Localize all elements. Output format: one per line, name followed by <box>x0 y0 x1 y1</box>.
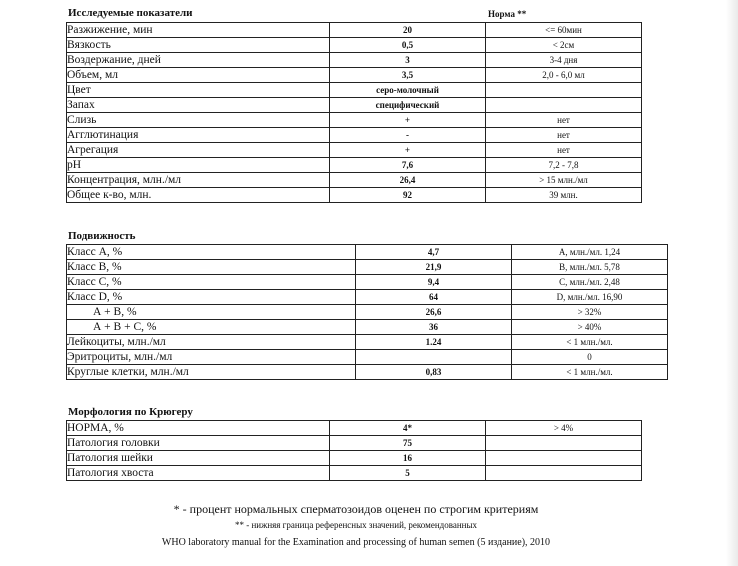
row-label: Агрегация <box>67 143 330 158</box>
row-label: А + В, % <box>67 305 356 320</box>
row-value: 64 <box>356 290 512 305</box>
row-value: 16 <box>330 451 486 466</box>
row-label: А + В + С, % <box>67 320 356 335</box>
row-value: 26,6 <box>356 305 512 320</box>
table-row <box>67 365 668 380</box>
table-row <box>67 421 642 436</box>
row-norm: 7,2 - 7,8 <box>486 158 642 173</box>
row-norm: < 2см <box>486 38 642 53</box>
row-value: 9,4 <box>356 275 512 290</box>
row-norm <box>486 436 642 451</box>
page-edge-shadow <box>726 0 738 566</box>
row-label: Класс D, % <box>67 290 356 305</box>
table-row <box>67 275 668 290</box>
row-label: pH <box>67 158 330 173</box>
row-label: Концентрация, млн./мл <box>67 173 330 188</box>
row-value: 7,6 <box>330 158 486 173</box>
row-value: серо-молочный <box>330 83 486 98</box>
row-norm: нет <box>486 113 642 128</box>
row-value <box>356 350 512 365</box>
row-norm: < 1 млн./мл. <box>512 335 668 350</box>
row-label: Общее к-во, млн. <box>67 188 330 203</box>
row-norm: > 4% <box>486 421 642 436</box>
row-norm: 39 млн. <box>486 188 642 203</box>
row-label: Запах <box>67 98 330 113</box>
row-value: 36 <box>356 320 512 335</box>
row-norm: > 40% <box>512 320 668 335</box>
row-label: Эритроциты, млн./мл <box>67 350 356 365</box>
row-value: 4,7 <box>356 245 512 260</box>
row-norm: 0 <box>512 350 668 365</box>
row-norm <box>486 98 642 113</box>
row-label: Слизь <box>67 113 330 128</box>
table-row <box>67 143 642 158</box>
footnote-reference-limit: ** - нижняя граница референсных значений, рекомендованных <box>234 520 478 530</box>
row-value: - <box>330 128 486 143</box>
table-row <box>67 188 642 203</box>
table-row <box>67 38 642 53</box>
table-row <box>67 173 642 188</box>
table-row <box>67 113 642 128</box>
row-value: специфический <box>330 98 486 113</box>
row-label: Лейкоциты, млн./мл <box>67 335 356 350</box>
table-row <box>67 83 642 98</box>
row-value: 3,5 <box>330 68 486 83</box>
row-label: Круглые клетки, млн./мл <box>67 365 356 380</box>
footnote-strict-criteria: * - процент нормальных сперматозоидов оценен по строгим критериям <box>173 502 539 516</box>
table-row <box>67 68 642 83</box>
table-row <box>67 53 642 68</box>
row-norm <box>486 451 642 466</box>
table-row <box>67 98 642 113</box>
row-norm: > 32% <box>512 305 668 320</box>
table-row <box>67 260 668 275</box>
row-value: 75 <box>330 436 486 451</box>
row-norm: 3-4 дня <box>486 53 642 68</box>
table-row <box>67 335 668 350</box>
table-row <box>67 350 668 365</box>
row-label: Патология головки <box>67 436 330 451</box>
row-norm: D, млн./мл. 16,90 <box>512 290 668 305</box>
row-norm: <= 60мин <box>486 23 642 38</box>
row-label: Патология шейки <box>67 451 330 466</box>
row-norm: < 1 млн./мл. <box>512 365 668 380</box>
row-value: 5 <box>330 466 486 481</box>
table-row <box>67 128 642 143</box>
row-label: Патология хвоста <box>67 466 330 481</box>
row-norm: > 15 млн./мл <box>486 173 642 188</box>
row-norm: С, млн./мл. 2,48 <box>512 275 668 290</box>
row-value: 92 <box>330 188 486 203</box>
table-row <box>67 451 642 466</box>
section-title-morphology: Морфология по Крюгеру <box>68 406 193 418</box>
row-label: Вязкость <box>67 38 330 53</box>
row-label: Воздержание, дней <box>67 53 330 68</box>
footnote-who-manual: WHO laboratory manual for the Examination and processing of human semen (5 издание), 2010 <box>161 537 551 548</box>
indicators-table <box>66 22 642 203</box>
row-value: 21,9 <box>356 260 512 275</box>
row-norm: 2,0 - 6,0 мл <box>486 68 642 83</box>
table-row <box>67 305 668 320</box>
row-label: Объем, мл <box>67 68 330 83</box>
motility-table <box>66 244 668 380</box>
row-label: Класс С, % <box>67 275 356 290</box>
row-label: Класс А, % <box>67 245 356 260</box>
section-title-motility: Подвижность <box>68 230 136 242</box>
table-row <box>67 466 642 481</box>
row-norm <box>486 466 642 481</box>
section-title-indicators: Исследуемые показатели <box>68 7 193 19</box>
row-value: 0,83 <box>356 365 512 380</box>
row-value: 1.24 <box>356 335 512 350</box>
row-norm: В, млн./мл. 5,78 <box>512 260 668 275</box>
row-label: Агглютинация <box>67 128 330 143</box>
morphology-table <box>66 420 642 481</box>
row-value: + <box>330 143 486 158</box>
norm-column-header: Норма ** <box>488 9 527 19</box>
row-value: 4* <box>330 421 486 436</box>
row-value: + <box>330 113 486 128</box>
table-row <box>67 245 668 260</box>
table-row <box>67 436 642 451</box>
row-value: 0,5 <box>330 38 486 53</box>
row-norm: нет <box>486 128 642 143</box>
row-label: Разжижение, мин <box>67 23 330 38</box>
row-label: Цвет <box>67 83 330 98</box>
table-row <box>67 290 668 305</box>
row-value: 20 <box>330 23 486 38</box>
row-label: НОРМА, % <box>67 421 330 436</box>
row-value: 26,4 <box>330 173 486 188</box>
row-value: 3 <box>330 53 486 68</box>
table-row <box>67 23 642 38</box>
row-norm: нет <box>486 143 642 158</box>
table-row <box>67 158 642 173</box>
table-row <box>67 320 668 335</box>
row-label: Класс В, % <box>67 260 356 275</box>
row-norm: А, млн./мл. 1,24 <box>512 245 668 260</box>
row-norm <box>486 83 642 98</box>
